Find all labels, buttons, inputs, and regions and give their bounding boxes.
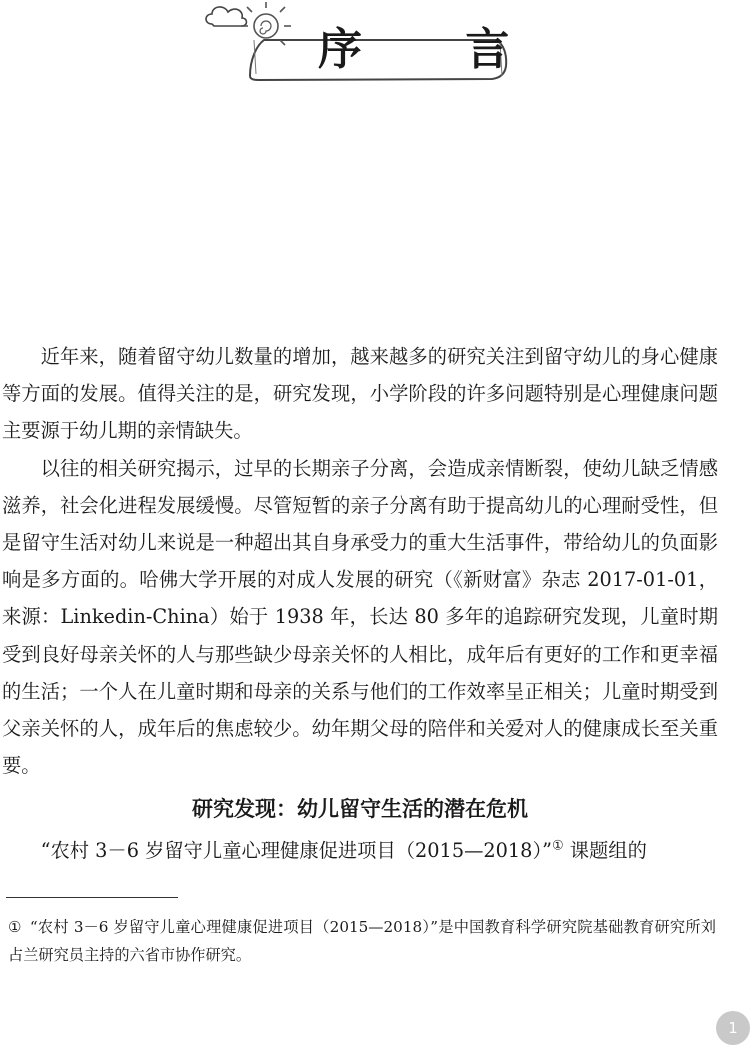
footnote-ref[interactable]: ①	[551, 839, 564, 855]
footnote	[8, 913, 716, 969]
body-text	[2, 338, 718, 870]
footnote-text: “农村 3－6 岁留守儿童心理健康促进项目（2015—2018）”是中国教育科学研究院基础教育研究所刘占兰研究员主持的六省市协作研究。	[8, 918, 716, 964]
paragraph-2: 以往的相关研究揭示，过早的长期亲子分离，会造成亲情断裂，使幼儿缺乏情感滋养，社会化进程发展缓慢。尽管短暂的亲子分离有助于提高幼儿的心理耐受性，但是留守生活对幼儿来说是一种超出其自身承受力的重大生活事件，带给幼儿的负面影响是多方面的。哈佛大学开展的对成人发展的研究（《新财富》杂志 2017-01-01，来源：Linkedin-China）始于 1938 年，长达 80 多年的追踪研究发现，儿童时期受到良好母亲关怀的人与那些缺少母亲关怀的人相比，成年后有更好的工作和更幸福的生活；一个人在儿童时期和母亲的关系与他们的工作效率呈正相关；儿童时期受到父亲关怀的人，成年后的焦虑较少。幼年期父母的陪伴和关爱对人的健康成长至关重要。	[2, 456, 718, 778]
paragraph-1: 近年来，随着留守幼儿数量的增加，越来越多的研究关注到留守幼儿的身心健康等方面的发展。值得关注的是，研究发现，小学阶段的许多问题特别是心理健康问题主要源于幼儿期的亲情缺失。	[2, 345, 718, 443]
footnote-mark: ①	[8, 918, 22, 936]
paragraph-3	[2, 832, 718, 869]
paragraph-3-text-continued: 课题组的	[563, 839, 647, 863]
paragraph-3-text: “农村 3－6 岁留守儿童心理健康促进项目（2015—2018）”	[40, 839, 552, 863]
page-title: 序 言	[318, 24, 554, 75]
footnote-divider	[6, 897, 178, 898]
section-heading: 研究发现：幼儿留守生活的潜在危机	[192, 797, 528, 822]
page-number-badge: 1	[716, 1011, 750, 1045]
